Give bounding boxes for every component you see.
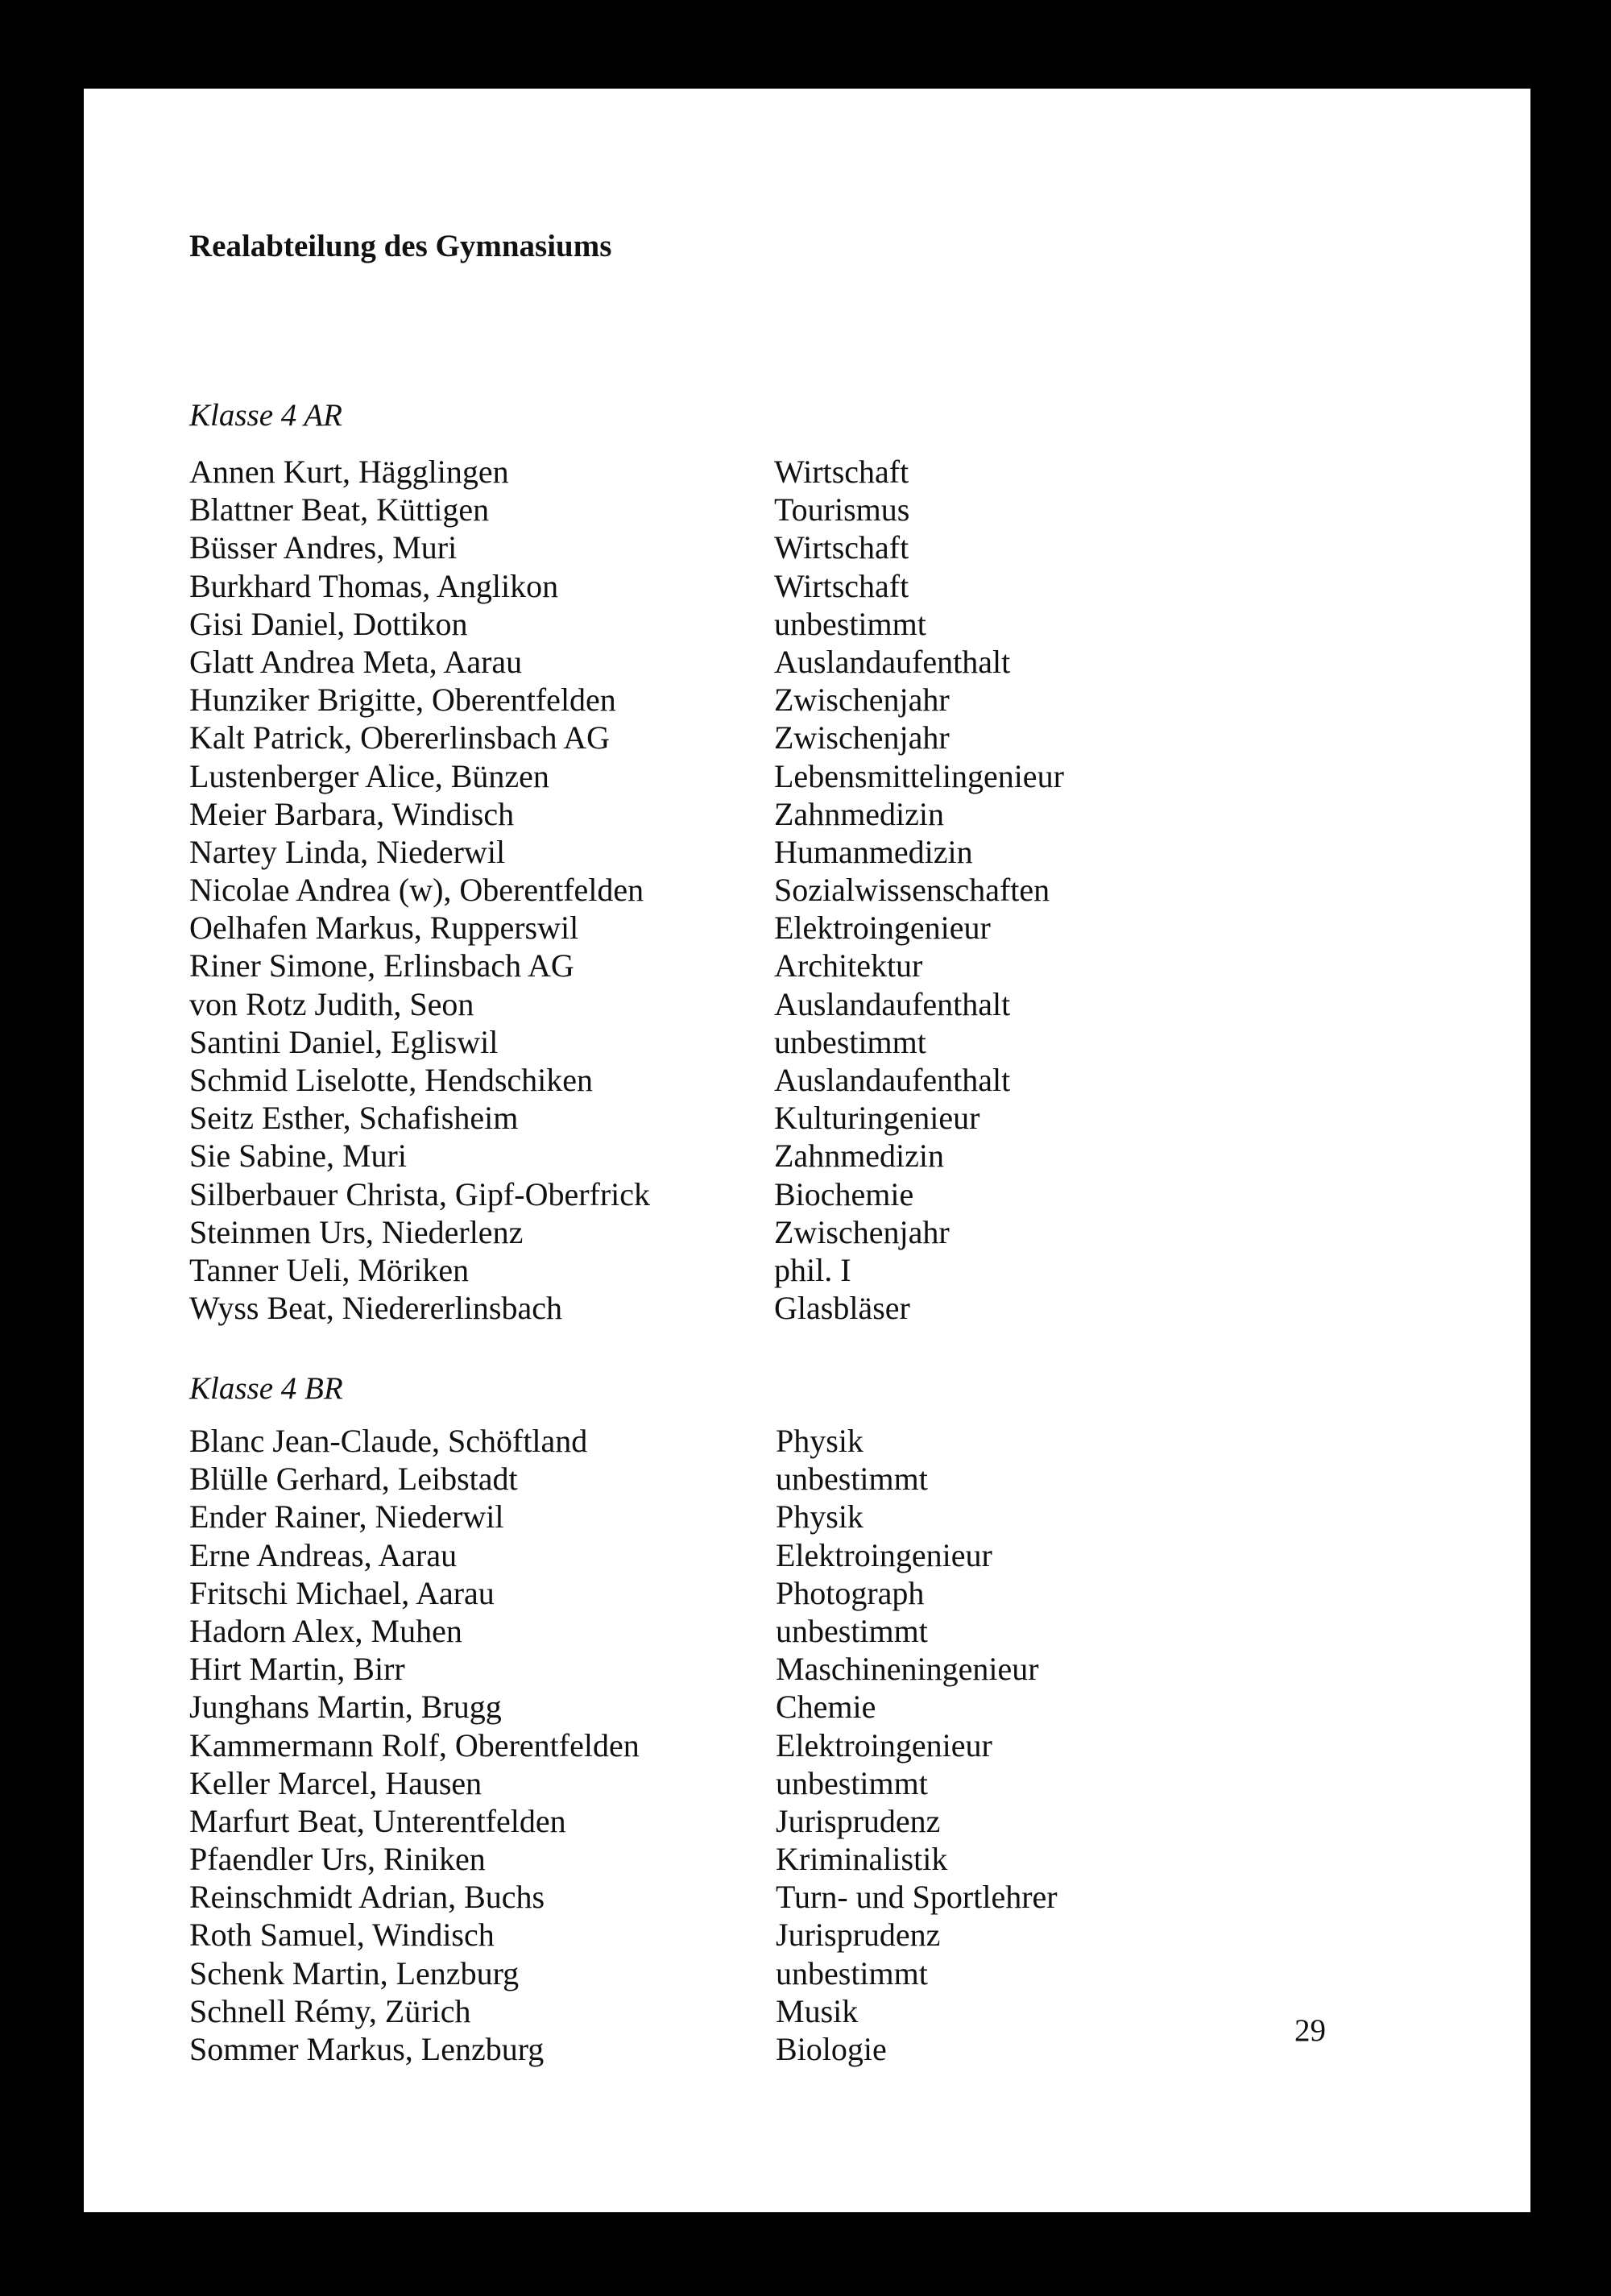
list-item <box>189 1878 1188 1916</box>
student-career: Turn- und Sportlehrer <box>776 1879 1058 1916</box>
list-item <box>189 1137 1188 1175</box>
list-item <box>189 1802 1188 1840</box>
class-heading-4br: Klasse 4 BR <box>189 1371 343 1406</box>
list-item <box>189 1213 1188 1251</box>
list-item <box>189 1764 1188 1802</box>
list-item <box>189 1498 1188 1536</box>
student-name: Schenk Martin, Lenzburg <box>189 1954 520 1991</box>
student-career: Jurisprudenz <box>776 1802 941 1839</box>
list-item <box>189 1840 1188 1878</box>
document-page <box>84 89 1530 2212</box>
list-item <box>189 1726 1188 1764</box>
list-item <box>189 605 1188 643</box>
student-name: Glatt Andrea Meta, Aarau <box>189 643 523 680</box>
student-list-4br <box>189 1422 1188 2068</box>
student-career: Maschineningenieur <box>776 1651 1039 1688</box>
student-career: unbestimmt <box>776 1764 928 1801</box>
student-career: Zahnmedizin <box>774 795 945 832</box>
student-career: Musik <box>776 1992 859 2029</box>
list-item <box>189 1251 1188 1289</box>
list-item <box>189 795 1188 833</box>
student-name: Büsser Andres, Muri <box>189 529 458 566</box>
student-name: Blattner Beat, Küttigen <box>189 491 490 528</box>
student-career: Zahnmedizin <box>774 1138 945 1175</box>
student-career: Architektur <box>774 947 923 984</box>
student-career: Auslandaufenthalt <box>774 643 1011 680</box>
student-name: Schmid Liselotte, Hendschiken <box>189 1062 594 1098</box>
list-item <box>189 681 1188 719</box>
list-item <box>189 1574 1188 1612</box>
student-career: Biologie <box>776 2031 887 2067</box>
student-name: von Rotz Judith, Seon <box>189 985 474 1022</box>
section-title: Realabteilung des Gymnasiums <box>189 229 612 263</box>
student-name: Pfaendler Urs, Riniken <box>189 1841 486 1878</box>
student-career: Kulturingenieur <box>774 1100 980 1137</box>
list-item <box>189 1175 1188 1213</box>
student-name: Annen Kurt, Hägglingen <box>189 454 509 490</box>
list-item <box>189 833 1188 871</box>
student-career: unbestimmt <box>776 1954 928 1991</box>
student-career: unbestimmt <box>774 605 926 642</box>
list-item <box>189 1688 1188 1726</box>
student-name: Roth Samuel, Windisch <box>189 1917 495 1954</box>
student-career: Elektroingenieur <box>776 1726 992 1763</box>
student-name: Nicolae Andrea (w), Oberentfelden <box>189 872 644 909</box>
student-name: Tanner Ueli, Möriken <box>189 1251 470 1288</box>
student-name: Oelhafen Markus, Rupperswil <box>189 910 579 947</box>
student-career: unbestimmt <box>774 1023 926 1060</box>
list-item <box>189 1099 1188 1137</box>
list-item <box>189 909 1188 947</box>
student-name: Hadorn Alex, Muhen <box>189 1612 462 1649</box>
student-name: Schnell Rémy, Zürich <box>189 1992 471 2029</box>
student-career: unbestimmt <box>776 1461 928 1498</box>
student-career: Biochemie <box>774 1175 914 1212</box>
list-item <box>189 1023 1188 1061</box>
student-name: Ender Rainer, Niederwil <box>189 1498 504 1536</box>
student-name: Nartey Linda, Niederwil <box>189 833 506 870</box>
student-career: Wirtschaft <box>774 454 909 490</box>
student-name: Santini Daniel, Egliswil <box>189 1023 499 1060</box>
student-name: Meier Barbara, Windisch <box>189 795 515 832</box>
class-heading-4ar: Klasse 4 AR <box>189 398 342 433</box>
student-name: Fritschi Michael, Aarau <box>189 1574 495 1611</box>
student-name: Gisi Daniel, Dottikon <box>189 605 468 642</box>
student-career: Lebensmittelingenieur <box>774 757 1064 794</box>
list-item <box>189 719 1188 756</box>
list-item <box>189 947 1188 984</box>
student-career: unbestimmt <box>776 1612 928 1649</box>
list-item <box>189 643 1188 681</box>
list-item <box>189 1536 1188 1574</box>
student-career: Tourismus <box>774 491 910 528</box>
list-item <box>189 2030 1188 2068</box>
student-name: Hunziker Brigitte, Oberentfelden <box>189 682 616 719</box>
student-name: Wyss Beat, Niedererlinsbach <box>189 1290 562 1327</box>
list-item <box>189 1061 1188 1099</box>
student-career: Photograph <box>776 1574 925 1611</box>
student-career: Elektroingenieur <box>774 910 991 947</box>
list-item <box>189 491 1188 528</box>
student-name: Blülle Gerhard, Leibstadt <box>189 1461 518 1498</box>
student-career: Wirtschaft <box>774 567 909 604</box>
list-item <box>189 1422 1188 1460</box>
student-name: Sommer Markus, Lenzburg <box>189 2031 545 2067</box>
student-list-4ar <box>189 453 1188 1327</box>
list-item <box>189 985 1188 1023</box>
student-career: Auslandaufenthalt <box>774 1062 1011 1098</box>
list-item <box>189 871 1188 909</box>
student-career: Physik <box>776 1498 863 1536</box>
student-name: Keller Marcel, Hausen <box>189 1764 482 1801</box>
student-name: Hirt Martin, Birr <box>189 1651 405 1688</box>
student-career: Sozialwissenschaften <box>774 872 1050 909</box>
student-career: Wirtschaft <box>774 529 909 566</box>
list-item <box>189 528 1188 566</box>
student-career: Auslandaufenthalt <box>774 985 1011 1022</box>
student-career: Zwischenjahr <box>774 1213 950 1250</box>
student-career: Elektroingenieur <box>776 1536 992 1573</box>
list-item <box>189 1650 1188 1688</box>
student-name: Kalt Patrick, Obererlinsbach AG <box>189 719 611 756</box>
student-career: Zwischenjahr <box>774 719 950 756</box>
student-name: Kammermann Rolf, Oberentfelden <box>189 1726 640 1763</box>
student-career: Humanmedizin <box>774 833 973 870</box>
student-name: Marfurt Beat, Unterentfelden <box>189 1802 566 1839</box>
student-name: Riner Simone, Erlinsbach AG <box>189 947 574 984</box>
student-name: Erne Andreas, Aarau <box>189 1536 458 1573</box>
list-item <box>189 1954 1188 1992</box>
student-name: Burkhard Thomas, Anglikon <box>189 567 559 604</box>
student-career: Chemie <box>776 1689 876 1726</box>
student-name: Sie Sabine, Muri <box>189 1138 407 1175</box>
page-number: 29 <box>1294 2013 1326 2048</box>
student-career: Zwischenjahr <box>774 682 950 719</box>
student-career: Kriminalistik <box>776 1841 948 1878</box>
list-item <box>189 1916 1188 1954</box>
student-name: Steinmen Urs, Niederlenz <box>189 1213 524 1250</box>
list-item <box>189 757 1188 795</box>
student-career: phil. I <box>774 1251 851 1288</box>
student-name: Lustenberger Alice, Bünzen <box>189 757 549 794</box>
list-item <box>189 1612 1188 1650</box>
list-item <box>189 1289 1188 1327</box>
student-career: Jurisprudenz <box>776 1917 941 1954</box>
student-name: Seitz Esther, Schafisheim <box>189 1100 519 1137</box>
student-name: Reinschmidt Adrian, Buchs <box>189 1879 545 1916</box>
student-career: Physik <box>776 1423 863 1459</box>
student-career: Glasbläser <box>774 1290 910 1327</box>
list-item <box>189 1992 1188 2030</box>
student-name: Junghans Martin, Brugg <box>189 1689 502 1726</box>
student-name: Silberbauer Christa, Gipf-Oberfrick <box>189 1175 651 1212</box>
list-item <box>189 453 1188 491</box>
list-item <box>189 567 1188 605</box>
student-name: Blanc Jean-Claude, Schöftland <box>189 1423 588 1459</box>
list-item <box>189 1460 1188 1498</box>
